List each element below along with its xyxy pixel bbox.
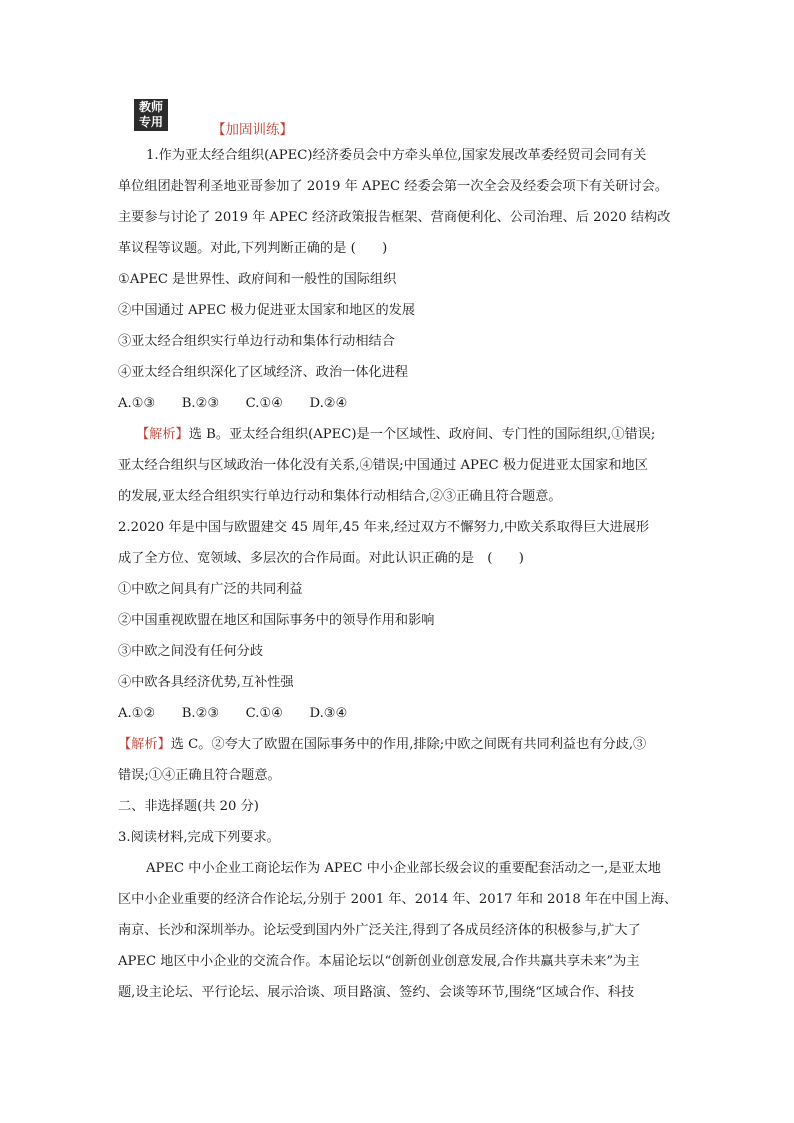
badge-line-1: 教师 [138, 100, 163, 114]
q1-analysis-line-2: 亚太经合组织与区域政治一体化没有关系,④错误;中国通过 APEC 极力促进亚太国家和地区 [118, 458, 648, 473]
q1-choices: A.①③ B.②③ C.①④ D.②④ [118, 396, 348, 411]
analysis-label: 【解析】 [118, 737, 171, 752]
q1-analysis-line-1 [118, 419, 688, 450]
badge-line-2: 专用 [138, 115, 163, 129]
q1-analysis-text: 选 B。亚太经合组织(APEC)是一个区域性、政府间、专门性的国际组织,①错误; [188, 427, 656, 442]
q1-line-1: 1.作为亚太经合组织(APEC)经济委员会中方牵头单位,国家发展改革委经贸司会同有关 [146, 148, 647, 163]
q2-option-3: ③中欧之间没有任何分歧 [118, 644, 264, 659]
section-tag: 【加固训练】 [212, 122, 293, 138]
q1-analysis-line-3: 的发展,亚太经合组织实行单边行动和集体行动相结合,②③正确且符合题意。 [118, 489, 562, 504]
q3-para-line-4: APEC 地区中小企业的交流合作。本届论坛以“创新创业创意发展,合作共赢共享未来”为主 [118, 954, 640, 969]
q1-option-1: ①APEC 是世界性、政府间和一般性的国际组织 [118, 272, 397, 287]
q2-choices: A.①② B.②③ C.①④ D.③④ [118, 706, 348, 721]
q3-para-line-3: 南京、长沙和深圳举办。论坛受到国内外广泛关注,得到了各成员经济体的积极参与,扩大了 [118, 923, 641, 938]
q2-analysis-line-2: 错误;①④正确且符合题意。 [118, 768, 281, 783]
q2-analysis-text: 选 C。②夸大了欧盟在国际事务中的作用,排除;中欧之间既有共同利益也有分歧,③ [170, 737, 647, 752]
q1-line-3: 主要参与讨论了 2019 年 APEC 经济政策报告框架、营商便利化、公司治理、后 2020 结构改 [118, 210, 671, 225]
q2-option-4: ④中欧各具经济优势,互补性强 [118, 675, 294, 690]
section-heading: 二、非选择题(共 20 分) [118, 799, 259, 814]
analysis-label: 【解析】 [136, 427, 189, 442]
q1-option-3: ③亚太经合组织实行单边行动和集体行动相结合 [118, 334, 395, 349]
q2-analysis-line-1 [118, 729, 688, 760]
q3-para-line-1: APEC 中小企业工商论坛作为 APEC 中小企业部长级会议的重要配套活动之一,是亚太地 [146, 861, 661, 876]
q2-option-2: ②中国重视欧盟在地区和国际事务中的领导作用和影响 [118, 613, 435, 628]
teacher-use-badge [134, 99, 168, 131]
q2-line-2: 成了全方位、宽领域、多层次的合作局面。对此认识正确的是 ( ) [118, 551, 524, 566]
document-body [118, 140, 688, 1008]
q1-line-2: 单位组团赴智利圣地亚哥参加了 2019 年 APEC 经委会第一次全会及经委会项下有关研讨会。 [118, 179, 669, 194]
q1-option-2: ②中国通过 APEC 极力促进亚太国家和地区的发展 [118, 303, 416, 318]
q3-para-line-2: 区中小企业重要的经济合作论坛,分别于 2001 年、2014 年、2017 年和 2018 年在中国上海、 [118, 892, 678, 907]
q3-para-line-5: 题,设主论坛、平行论坛、展示洽谈、项目路演、签约、会谈等环节,围绕“区域合作、科技 [118, 985, 635, 1000]
q3-intro: 3.阅读材料,完成下列要求。 [118, 830, 280, 845]
q1-option-4: ④亚太经合组织深化了区域经济、政治一体化进程 [118, 365, 409, 380]
q2-line-1: 2.2020 年是中国与欧盟建交 45 周年,45 年来,经过双方不懈努力,中欧关系取得巨大进展形 [118, 520, 650, 535]
q2-option-1: ①中欧之间具有广泛的共同利益 [118, 582, 303, 597]
q1-line-4: 革议程等议题。对此,下列判断正确的是 ( ) [118, 241, 388, 256]
